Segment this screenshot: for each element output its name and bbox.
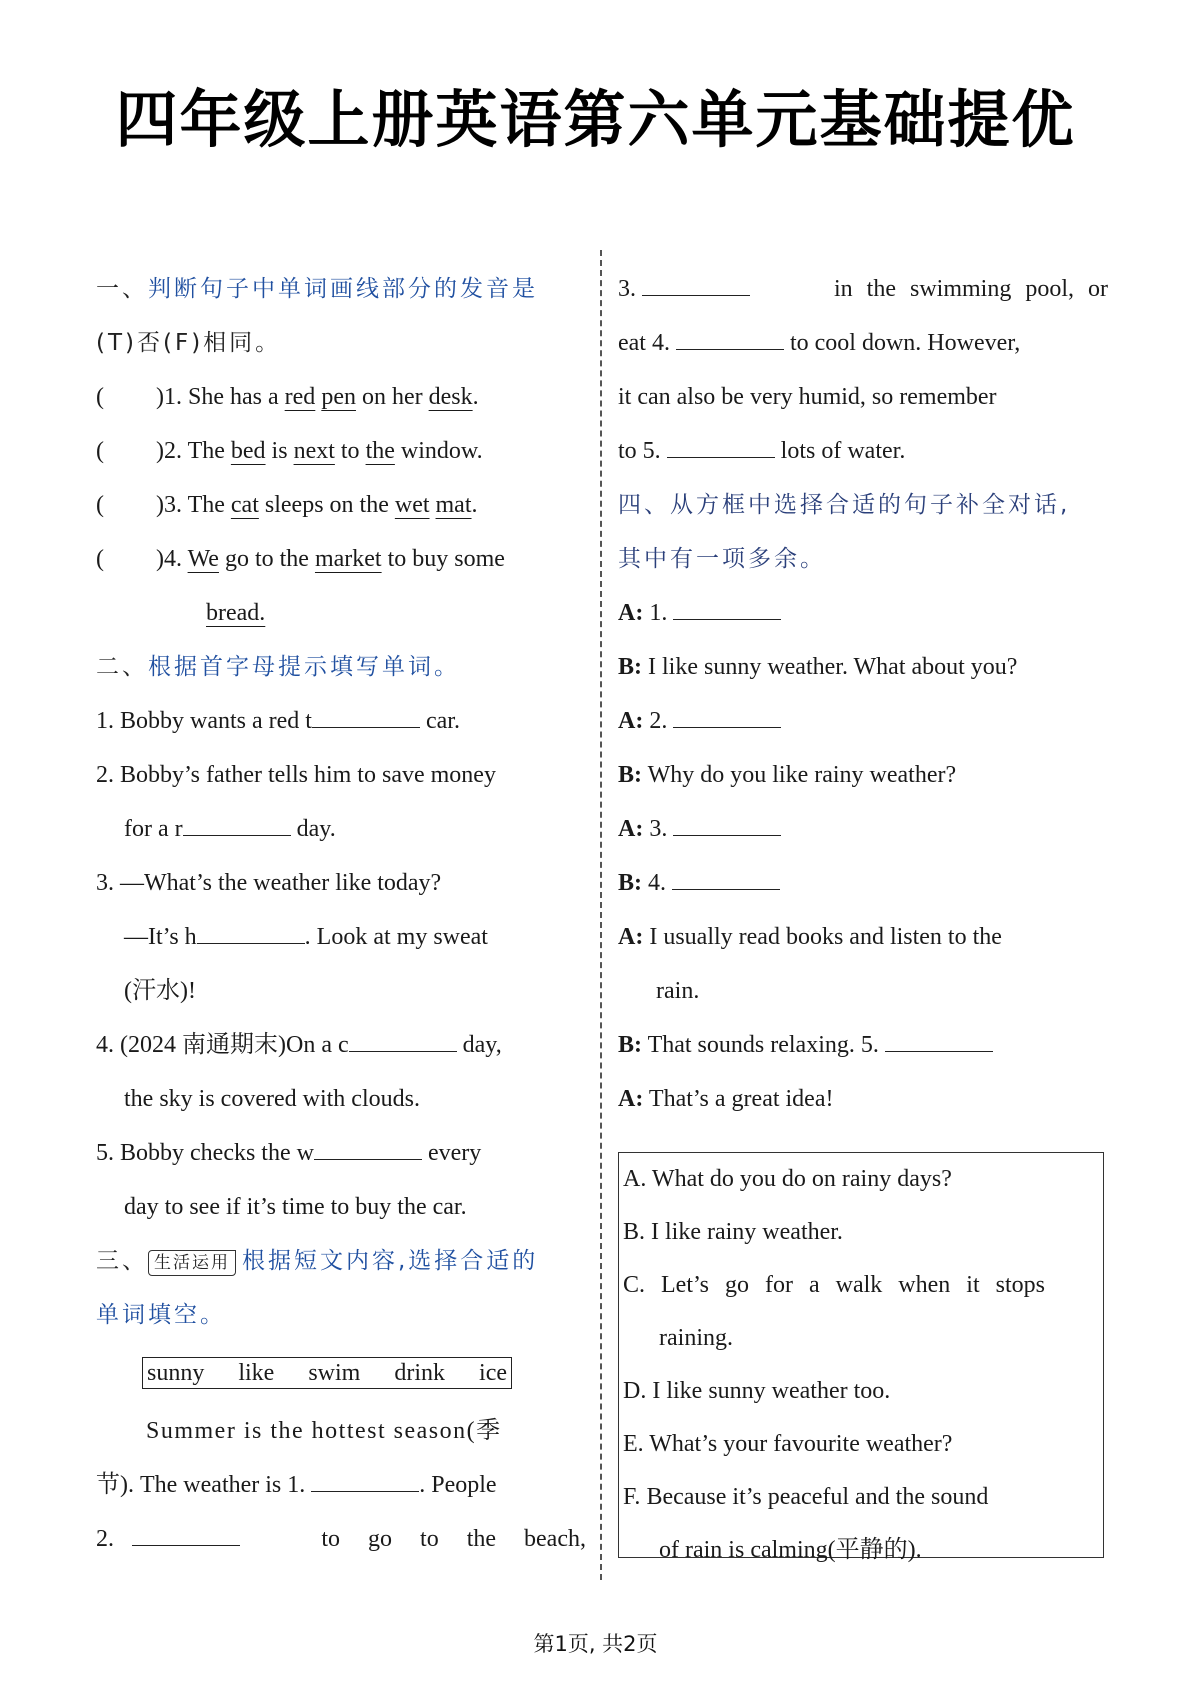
text: . Look at my sweat — [304, 924, 488, 950]
passage-text: it can also be very humid, so remember — [618, 384, 997, 410]
question-2-5 — [96, 1126, 586, 1180]
option-text: of rain is calming(平静的). — [659, 1537, 922, 1563]
section1-heading-text: 判断句子中单词画线部分的发音是 — [148, 276, 538, 302]
dialogue-line-3 — [618, 694, 1108, 748]
question-1-3 — [96, 478, 586, 532]
question-number: 4. — [96, 1032, 114, 1058]
option-f-continuation — [623, 1524, 1103, 1577]
passage-line-7 — [618, 424, 1108, 478]
underlined-word: cat — [230, 492, 259, 518]
question-number: 1. — [96, 708, 114, 734]
passage-blank-5[interactable] — [667, 437, 775, 458]
section1-heading-text2: (T)否(F)相同。 — [96, 330, 282, 356]
question-1-4 — [96, 532, 586, 586]
underlined-word: pen — [321, 384, 356, 410]
text: to buy some — [381, 546, 505, 572]
underlined-word: next — [293, 438, 335, 464]
section3-heading-text2: 单词填空。 — [96, 1302, 226, 1328]
text: the sky is covered with clouds. — [124, 1086, 420, 1112]
answer-blank[interactable] — [349, 1031, 457, 1052]
speaker-label: A: — [618, 1086, 644, 1112]
text: sleeps on the — [258, 492, 395, 518]
section3-heading — [96, 1234, 586, 1288]
speaker-label: A: — [618, 600, 644, 626]
option-c — [623, 1259, 1103, 1312]
text: on her — [355, 384, 429, 410]
speaker-label: B: — [618, 654, 642, 680]
text: day. — [290, 816, 336, 842]
dialogue-text: I usually read books and listen to the — [649, 924, 1002, 950]
passage-line-3 — [96, 1512, 586, 1566]
text: go to the — [218, 546, 315, 572]
passage-text: 节). The weather is 1. — [96, 1472, 306, 1498]
dialogue-line-7-continuation — [618, 964, 1108, 1018]
life-application-tag: 生活运用 — [148, 1250, 236, 1276]
text: The — [187, 492, 231, 518]
option-text: What do you do on rainy days? — [651, 1166, 952, 1192]
text: day to see if it’s time to buy the car. — [124, 1194, 467, 1220]
text: Bobby checks the w — [120, 1140, 314, 1166]
dialogue-line-8 — [618, 1018, 1108, 1072]
word-bank-item: like — [238, 1360, 275, 1386]
option-label: D. — [623, 1378, 647, 1404]
dialogue-line-9 — [618, 1072, 1108, 1126]
passage-text: to cool down. However, — [789, 330, 1021, 356]
dialogue-text: 2. — [649, 708, 668, 734]
question-2-3-line2 — [96, 910, 586, 964]
dialogue-text: Why do you like rainy weather? — [647, 762, 957, 788]
question-number: 3. — [96, 870, 114, 896]
page-indicator: 第1页, 共2页 — [533, 1632, 658, 1656]
underlined-word: bread. — [206, 600, 266, 626]
passage-blank-3[interactable] — [642, 275, 750, 296]
dialogue-line-4 — [618, 748, 1108, 802]
section1-heading-line2 — [96, 316, 586, 370]
underlined-word: mat — [435, 492, 472, 518]
section3-heading-line2 — [96, 1288, 586, 1342]
section4-heading-text2: 其中有一项多余。 — [618, 546, 826, 572]
question-number: )1. — [156, 384, 182, 410]
dialogue-blank-4[interactable] — [672, 869, 780, 890]
question-1-4-continuation — [96, 586, 586, 640]
speaker-label: A: — [618, 708, 644, 734]
option-label: A. — [623, 1166, 647, 1192]
passage-line-4 — [618, 262, 1108, 316]
question-number: )2. — [156, 438, 182, 464]
underlined-word: We — [187, 546, 219, 572]
dialogue-text: 3. — [649, 816, 668, 842]
section2-heading — [96, 640, 586, 694]
word-bank-row — [96, 1342, 586, 1404]
speaker-label: A: — [618, 816, 644, 842]
dialogue-text: That sounds relaxing. 5. — [647, 1032, 879, 1058]
option-e — [623, 1418, 1103, 1471]
option-label: C. — [623, 1272, 646, 1298]
option-label: B. — [623, 1219, 646, 1245]
underlined-word: red — [284, 384, 316, 410]
question-2-2 — [96, 748, 586, 802]
question-2-3 — [96, 856, 586, 910]
dialogue-blank-5[interactable] — [885, 1031, 993, 1052]
answer-blank[interactable] — [183, 815, 291, 836]
speaker-label: B: — [618, 762, 642, 788]
word-bank-item: drink — [394, 1360, 446, 1386]
dialogue-text: That’s a great idea! — [648, 1086, 834, 1112]
section1-heading — [96, 262, 586, 316]
passage-blank-4[interactable] — [676, 329, 784, 350]
dialogue-text: I like sunny weather. What about you? — [648, 654, 1018, 680]
question-2-1 — [96, 694, 586, 748]
text: window. — [394, 438, 483, 464]
question-2-2-line2 — [96, 802, 586, 856]
option-text: Let’s go for a walk when it stops — [661, 1272, 1045, 1298]
passage-line-2 — [96, 1458, 586, 1512]
right-column — [618, 262, 1108, 1126]
text: . — [472, 384, 479, 410]
dialogue-line-1 — [618, 586, 1108, 640]
passage-line-1 — [96, 1404, 586, 1458]
question-number: )4. — [156, 546, 182, 572]
text: is — [265, 438, 294, 464]
passage-text: to 5. — [618, 438, 661, 464]
question-2-4 — [96, 1018, 586, 1072]
underlined-word: desk — [428, 384, 473, 410]
text: She has a — [188, 384, 285, 410]
passage-line-5 — [618, 316, 1108, 370]
dialogue-blank-1[interactable] — [673, 599, 781, 620]
question-number: 2. — [96, 762, 114, 788]
passage-text: . People — [419, 1472, 497, 1498]
page-title: 四年级上册英语第六单元基础提优 — [115, 83, 1076, 156]
option-label: E. — [623, 1431, 644, 1457]
question-2-3-line3 — [96, 964, 586, 1018]
passage-text: Summer is the hottest season(季 — [146, 1418, 502, 1444]
section-number: 三、 — [96, 1248, 148, 1274]
dialogue-text: rain. — [656, 978, 700, 1004]
question-1-1 — [96, 370, 586, 424]
speaker-label: B: — [618, 1032, 642, 1058]
text: —It’s h — [124, 924, 197, 950]
speaker-label: A: — [618, 924, 644, 950]
dialogue-line-5 — [618, 802, 1108, 856]
answer-paren[interactable]: ( — [96, 546, 104, 572]
word-bank-item: swim — [308, 1360, 361, 1386]
dialogue-line-6 — [618, 856, 1108, 910]
word-bank — [142, 1357, 512, 1389]
option-text: raining. — [659, 1325, 733, 1351]
text: . — [471, 492, 478, 518]
text: every — [421, 1140, 482, 1166]
passage-text: eat 4. — [618, 330, 670, 356]
dialogue-blank-3[interactable] — [673, 815, 781, 836]
passage-line-6 — [618, 370, 1108, 424]
question-2-5-line2 — [96, 1180, 586, 1234]
dialogue-line-7 — [618, 910, 1108, 964]
passage-text: 2. — [96, 1526, 114, 1552]
section4-heading-line2 — [618, 532, 1108, 586]
dialogue-line-2 — [618, 640, 1108, 694]
underlined-word: bed — [230, 438, 266, 464]
text: Bobby’s father tells him to save money — [120, 762, 496, 788]
text: for a r — [124, 816, 183, 842]
underlined-word: market — [314, 546, 382, 572]
left-column — [96, 262, 586, 1566]
question-number: )3. — [156, 492, 182, 518]
passage-text: to go to the beach, — [321, 1526, 586, 1552]
column-divider — [600, 250, 602, 1580]
option-text: I like sunny weather too. — [652, 1378, 891, 1404]
answer-paren[interactable]: ( — [96, 384, 104, 410]
section4-heading — [618, 478, 1108, 532]
option-text: I like rainy weather. — [651, 1219, 843, 1245]
option-b — [623, 1206, 1103, 1259]
section-number: 四、 — [618, 492, 670, 518]
section4-heading-text: 从方框中选择合适的句子补全对话, — [670, 492, 1071, 518]
text: day, — [456, 1032, 502, 1058]
passage-text: lots of water. — [780, 438, 906, 464]
question-number: 5. — [96, 1140, 114, 1166]
speaker-label: B: — [618, 870, 642, 896]
question-1-2 — [96, 424, 586, 478]
answer-blank[interactable] — [312, 707, 420, 728]
option-f — [623, 1471, 1103, 1524]
option-d — [623, 1365, 1103, 1418]
passage-blank-2[interactable] — [132, 1525, 240, 1546]
question-2-4-line2 — [96, 1072, 586, 1126]
section-number: 一、 — [96, 276, 148, 302]
answer-paren[interactable]: ( — [96, 438, 104, 464]
passage-text: in the swimming pool, or — [834, 276, 1108, 302]
option-label: F. — [623, 1484, 641, 1510]
passage-text: 3. — [618, 276, 636, 302]
answer-paren[interactable]: ( — [96, 492, 104, 518]
text: —What’s the weather like today? — [120, 870, 442, 896]
underlined-word: wet — [394, 492, 430, 518]
option-a — [623, 1153, 1103, 1206]
section2-heading-text: 根据首字母提示填写单词。 — [148, 654, 460, 680]
answer-blank[interactable] — [197, 923, 305, 944]
text: (汗水)! — [124, 978, 196, 1004]
answer-blank[interactable] — [314, 1139, 422, 1160]
dialogue-text: 4. — [648, 870, 666, 896]
underlined-word: the — [365, 438, 395, 464]
text: The — [187, 438, 231, 464]
section3-heading-text: 根据短文内容,选择合适的 — [242, 1248, 539, 1274]
text: car. — [419, 708, 460, 734]
option-c-continuation — [623, 1312, 1103, 1365]
dialogue-blank-2[interactable] — [673, 707, 781, 728]
option-text: Because it’s peaceful and the sound — [646, 1484, 989, 1510]
word-bank-item: ice — [479, 1360, 508, 1386]
text: to — [334, 438, 366, 464]
word-bank-item: sunny — [147, 1360, 205, 1386]
text: (2024 南通期末)On a c — [120, 1032, 349, 1058]
options-box — [618, 1152, 1104, 1563]
dialogue-text: 1. — [649, 600, 668, 626]
passage-blank-1[interactable] — [311, 1471, 419, 1492]
option-text: What’s your favourite weather? — [649, 1431, 953, 1457]
text: Bobby wants a red t — [120, 708, 312, 734]
section-number: 二、 — [96, 654, 148, 680]
